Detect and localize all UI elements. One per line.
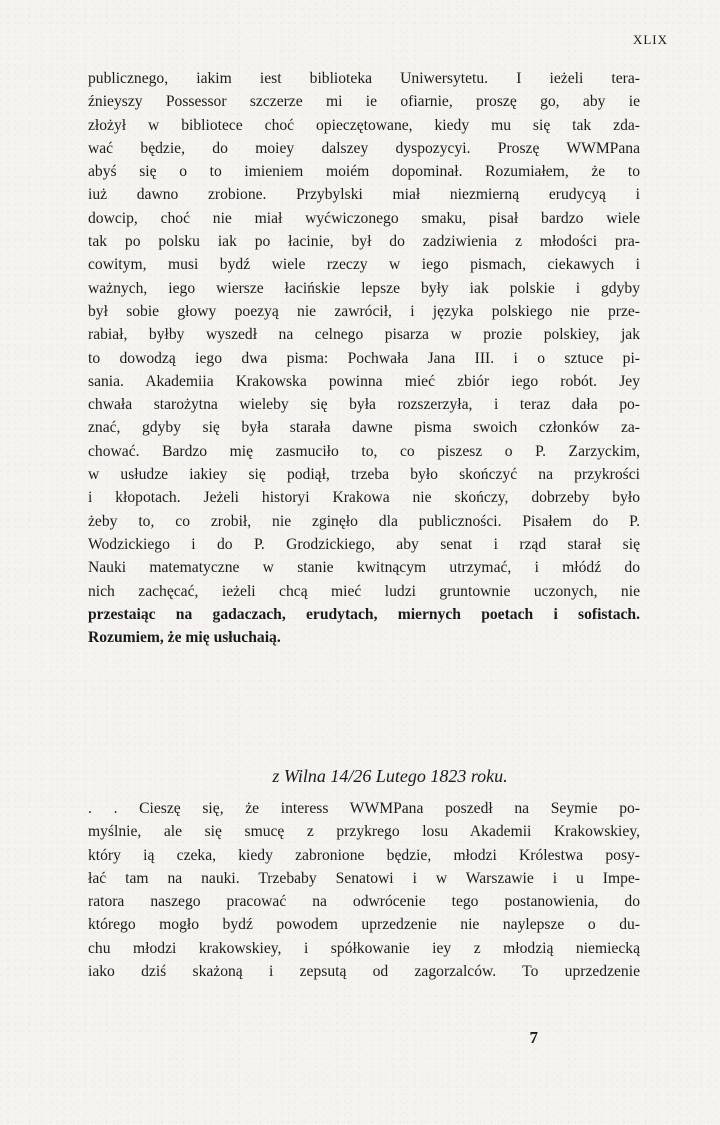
text-line: ważnych, iego wiersze łacińskie lepsze były iak polskie i gdyby bbox=[88, 279, 640, 297]
text-line: którego mogło bydź powodem uprzedzenie nie naylepsze o du- bbox=[88, 916, 640, 934]
letter-dateline: z Wilna 14/26 Lutego 1823 roku. bbox=[272, 766, 508, 786]
text-line: wać będzie, do moiey dalszey dyspozycyi. Proszę WWMPana bbox=[88, 139, 640, 157]
page-number: XLIX bbox=[632, 32, 668, 47]
text-line: abyś się o to imieniem moiém dopominał. Rozumiałem, że to bbox=[88, 163, 640, 181]
text-line: złożył w bibliotece choć opieczętowane, kiedy mu się tak zda- bbox=[88, 116, 640, 134]
text-line: znać, gdyby się była starała dawne pisma swoich członków za- bbox=[88, 419, 640, 437]
signature-mark: 7 bbox=[529, 1028, 538, 1047]
text-line: przestaiąc na gadaczach, erudytach, miernych poetach i sofistach. bbox=[88, 605, 640, 623]
text-line: rabiał, byłby wyszedł na celnego pisarza w prozie polskiey, jak bbox=[88, 326, 640, 344]
text-line: Nauki matematyczne w stanie kwitnącym utrzymać, i młódź do bbox=[88, 559, 640, 577]
text-line: ratora naszego pracować na odwrócenie tego postanowienia, do bbox=[88, 893, 640, 911]
text-line: Rozumiem, że mię usłuchaią. bbox=[88, 629, 281, 647]
text-line: iako dziś skażoną i zepsutą od zagorzalców. To uprzedzenie bbox=[88, 963, 640, 981]
text-line: źnieyszy Possessor szczerze mi ie ofiarnie, proszę go, aby ie bbox=[88, 93, 640, 111]
text-line: . . Cieszę się, że interess WWMPana poszedł na Seymie po- bbox=[88, 800, 640, 817]
text-line: to dowodzą iego dwa pisma: Pochwała Jana III. i o sztuce pi- bbox=[88, 349, 640, 367]
text-line: myślnie, ale się smucę z przykrego losu Akademii Krakowskiey, bbox=[88, 823, 640, 841]
text-line: dowcip, choć nie miał wyćwiczonego smaku, pisał bardzo wiele bbox=[88, 209, 640, 227]
body-text-block-2 bbox=[88, 797, 640, 983]
text-line: chu młodzi krakowskiey, i spółkowanie iey z młodzią niemiecką bbox=[88, 939, 640, 957]
text-line: Wodzickiego i do P. Grodzickiego, aby senat i rząd starał się bbox=[88, 535, 640, 553]
body-text-block-1 bbox=[88, 67, 640, 649]
text-line: nich zachęcać, ieżeli chcą mieć ludzi gruntownie uczonych, nie bbox=[88, 582, 640, 600]
text-line: iuż dawno zrobione. Przybylski miał niezmierną erudycyą i bbox=[88, 186, 640, 204]
text-line: i kłopotach. Jeżeli historyi Krakowa nie skończy, dobrzeby było bbox=[88, 489, 640, 507]
text-line: w usłudze iakiey się podiął, trzeba było skończyć na przykrości bbox=[88, 466, 640, 484]
text-line: żeby to, co zrobił, nie zginęło dla publiczności. Pisałem do P. bbox=[88, 512, 640, 530]
text-line: był sobie głowy poezyą nie zawrócił, i języka polskiego nie prze- bbox=[88, 302, 640, 320]
text-line: tak po polsku iak po łacinie, był do zadziwienia z młodości pra- bbox=[88, 233, 640, 251]
text-line: łać tam na nauki. Trzebaby Senatowi i w Warszawie i u Impe- bbox=[88, 869, 640, 887]
text-line: chwała starożytna wieleby się była rozszerzyła, i teraz dała po- bbox=[88, 396, 640, 414]
text-line: sania. Akademiia Krakowska powinna mieć zbiór iego robót. Jey bbox=[88, 372, 640, 390]
text-line: cowitym, musi bydź wiele rzeczy w iego pismach, ciekawych i bbox=[88, 256, 640, 274]
text-line: chować. Bardzo mię zasmuciło to, co piszesz o P. Zarzyckim, bbox=[88, 442, 640, 460]
text-line: publicznego, iakim iest biblioteka Uniwersytetu. I ieżeli tera- bbox=[88, 70, 640, 87]
text-line: który ią czeka, kiedy zabronione będzie, młodzi Królestwa posy- bbox=[88, 846, 640, 864]
